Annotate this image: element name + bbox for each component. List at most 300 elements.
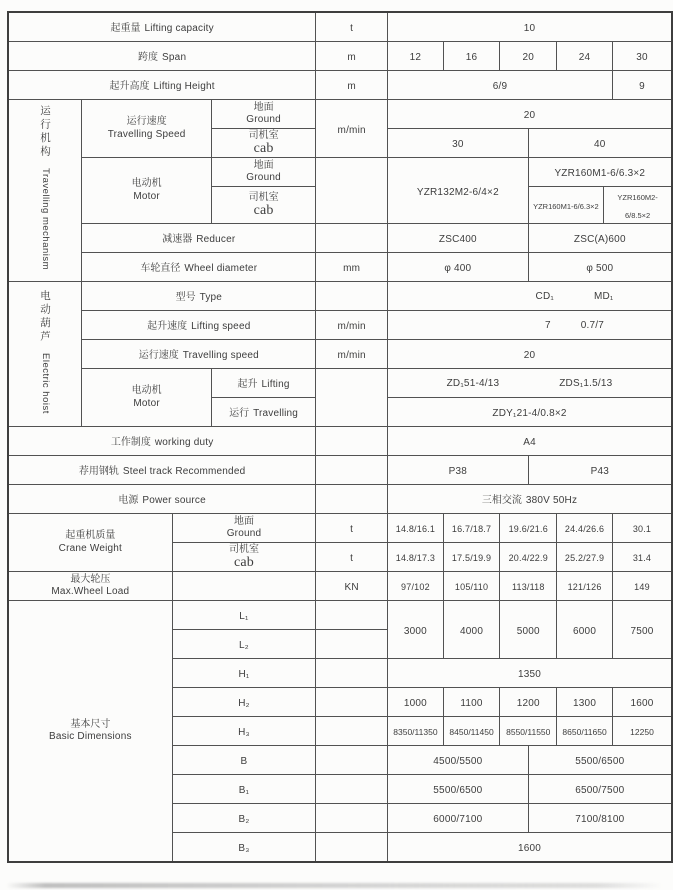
value-wheel-diameter-left	[388, 253, 529, 282]
value-text: 30	[452, 139, 464, 150]
value-travel-motor-cab-1	[528, 187, 604, 224]
bilingual-label	[389, 490, 670, 508]
sublabel-h1	[172, 659, 316, 688]
label-lifting-height	[8, 71, 316, 100]
value-cw-ground-30	[612, 514, 672, 543]
label-crane-weight	[8, 514, 172, 572]
unit-text: m/min	[337, 350, 366, 361]
label-en: Travelling	[253, 408, 299, 419]
value-wheel-diameter-right	[528, 253, 672, 282]
bilingual-label	[10, 574, 171, 599]
value-pair	[434, 291, 672, 302]
label-zh: 运行速度	[126, 116, 167, 127]
value-mwl-30	[612, 572, 672, 601]
label-en: Span	[162, 52, 187, 63]
value-text: 105/110	[454, 582, 489, 592]
unit-cell-empty	[316, 833, 388, 863]
value-cw-cab-16	[443, 543, 500, 572]
value-h2-30	[612, 688, 672, 717]
label-zh: 跨度	[138, 52, 159, 63]
value-travel-motor-cab-2	[604, 187, 672, 224]
label-en: Ground	[246, 114, 281, 125]
label-zh: 电动葫芦	[38, 289, 51, 344]
value-text: 7	[545, 319, 551, 331]
value-text: ZD₁51-4/13	[446, 377, 500, 389]
label-en: Motor	[133, 397, 160, 409]
label-en: Max.Wheel Load	[51, 586, 130, 597]
value-text: 6/9	[492, 81, 508, 92]
label-en: Wheel diameter	[184, 263, 258, 274]
label-en: cab	[253, 141, 274, 157]
value-reducer-left	[388, 224, 529, 253]
crane-specification-table	[7, 11, 673, 863]
bilingual-label	[10, 432, 314, 450]
label-zh: 车轮直径	[140, 263, 181, 274]
value-working-duty	[388, 427, 672, 456]
sublabel-ground	[172, 514, 316, 543]
unit-lifting-capacity	[316, 12, 388, 42]
value-text: 6000	[573, 625, 597, 637]
bilingual-label	[213, 403, 314, 421]
value-h3-16	[443, 717, 500, 746]
label-en: Ground	[246, 172, 281, 183]
value-text: 1600	[518, 843, 542, 854]
value-text: 1300	[573, 698, 597, 709]
sublabel-cab	[172, 543, 316, 572]
value-travel-motor-ground-right	[528, 158, 672, 187]
unit-text: t	[350, 23, 354, 34]
label-travelling-speed	[82, 100, 212, 158]
value-span-24	[557, 42, 613, 71]
value-text: L₂	[239, 640, 249, 651]
value-span-12	[388, 42, 444, 71]
value-text: 8450/11450	[449, 727, 494, 737]
value-text: 14.8/17.3	[395, 553, 436, 563]
sublabel-b1	[172, 775, 316, 804]
label-zh: 运行	[229, 408, 250, 419]
value-cw-cab-30	[612, 543, 672, 572]
value-h3-20	[500, 717, 557, 746]
value-text: 7100/8100	[575, 814, 625, 825]
label-zh: 地面	[233, 515, 254, 527]
label-en: Lifting	[261, 379, 290, 390]
label-en: Steel track Recommended	[122, 466, 246, 477]
unit-text: m/min	[337, 321, 366, 332]
value-text: CD₁	[535, 290, 554, 302]
bilingual-label	[83, 178, 210, 203]
label-steel-track	[8, 456, 316, 485]
unit-cell-empty	[316, 775, 388, 804]
value-cw-cab-12	[388, 543, 444, 572]
label-zh: 司机室	[248, 129, 279, 141]
label-zh: 起升	[237, 379, 258, 390]
value-text: ZDY₁21-4/0.8×2	[492, 408, 567, 419]
value-l-30	[612, 601, 672, 659]
value-text: 149	[634, 582, 650, 592]
bilingual-label	[213, 160, 314, 185]
label-en: Motor	[133, 190, 160, 202]
scan-smudge-artifact	[6, 883, 663, 888]
label-en: cab	[233, 555, 254, 571]
label-hoist-travelling-speed	[82, 340, 316, 369]
label-zh: 运行速度	[138, 350, 179, 361]
value-text: 20.4/22.9	[508, 553, 548, 563]
value-lifting-capacity	[388, 12, 672, 42]
value-text: 4000	[460, 625, 484, 637]
value-cw-cab-24	[557, 543, 613, 572]
value-l-24	[557, 601, 613, 659]
bilingual-label	[83, 258, 314, 276]
sublabel-l2	[172, 630, 316, 659]
value-b-right	[528, 746, 672, 775]
label-en: Crane Weight	[58, 542, 123, 554]
value-text: YZR160M1-6/6.3×2	[554, 168, 646, 179]
value-hoist-motor-travelling	[388, 398, 672, 427]
bilingual-label	[83, 116, 210, 141]
label-zh: 荐用钢轨	[78, 466, 119, 477]
label-zh: 电源	[118, 495, 139, 506]
value-reducer-right	[528, 224, 672, 253]
value-text: 20	[522, 52, 535, 63]
value-text: 25.2/27.9	[564, 553, 605, 563]
value-text: 8550/11550	[506, 727, 551, 737]
value-text: 24	[578, 52, 591, 63]
value-cw-ground-16	[443, 514, 500, 543]
value-text: 20	[523, 110, 536, 121]
value-b2-left	[388, 804, 529, 833]
bilingual-label	[10, 719, 171, 744]
value-lifting-speed	[388, 311, 672, 340]
value-text: 1600	[630, 698, 654, 709]
value-cw-ground-24	[557, 514, 613, 543]
sublabel-ground	[211, 100, 315, 129]
value-text: 1000	[403, 698, 427, 709]
value-text: 17.5/19.9	[451, 553, 492, 563]
bilingual-label	[83, 287, 314, 305]
unit-text: m/min	[337, 124, 366, 136]
label-basic-dimensions	[8, 601, 172, 863]
label-reducer	[82, 224, 316, 253]
unit-lifting-height	[316, 71, 388, 100]
value-text: 5500/6500	[433, 785, 483, 796]
value-lifting-height-30m	[612, 71, 672, 100]
value-text: 30	[636, 52, 648, 63]
label-zh: 运行机构	[38, 105, 51, 160]
unit-lifting-speed	[316, 311, 388, 340]
value-text: ZDS₁1.5/13	[559, 377, 613, 389]
value-text: MD₁	[593, 290, 614, 302]
value-h2-12	[388, 688, 444, 717]
value-text: 6500/7500	[575, 785, 625, 796]
value-span-20	[500, 42, 557, 71]
label-lifting-capacity	[8, 12, 316, 42]
value-mwl-16	[443, 572, 500, 601]
value-text: 16	[465, 52, 478, 63]
value-text: 24.4/26.6	[564, 524, 605, 534]
unit-cell-empty	[316, 282, 388, 311]
value-text: YZR160M2-6/8.5×2	[617, 193, 658, 220]
label-wheel-diameter	[82, 253, 316, 282]
value-travelling-speed-cab-left	[388, 129, 529, 158]
label-zh: 起重机质量	[65, 530, 116, 541]
value-pair	[434, 320, 672, 331]
value-text: φ 500	[586, 263, 614, 274]
value-text: 1100	[460, 698, 483, 709]
label-power-source	[8, 485, 316, 514]
value-cw-ground-20	[500, 514, 557, 543]
sublabel-b3	[172, 833, 316, 863]
value-h2-20	[500, 688, 557, 717]
label-travel-motor	[82, 158, 212, 224]
value-steel-track-right	[528, 456, 672, 485]
label-en: Lifting capacity	[144, 23, 214, 34]
label-en: Ground	[226, 528, 262, 539]
unit-cell-empty	[316, 456, 388, 485]
bilingual-label	[10, 18, 314, 36]
section-electric-hoist	[8, 282, 82, 427]
bilingual-label	[213, 374, 314, 392]
label-en: Lifting speed	[191, 321, 251, 332]
value-mwl-20	[500, 572, 557, 601]
value-h2-24	[557, 688, 613, 717]
value-text: B₃	[238, 843, 250, 854]
value-h3-30	[612, 717, 672, 746]
value-text: 8350/11350	[393, 727, 438, 737]
unit-cell-empty	[316, 427, 388, 456]
unit-cell-empty	[316, 804, 388, 833]
label-en: Power source	[142, 495, 206, 506]
value-mwl-12	[388, 572, 444, 601]
value-b1-left	[388, 775, 529, 804]
value-text: 30.1	[632, 524, 652, 534]
value-text: 5500/6500	[575, 756, 625, 767]
label-en: working duty	[154, 437, 214, 448]
unit-max-wheel-load	[316, 572, 388, 601]
value-text: YZR160M1-6/6.3×2	[533, 202, 599, 211]
unit-span	[316, 42, 388, 71]
value-text: 0.7/7	[580, 319, 605, 331]
sublabel-b	[172, 746, 316, 775]
unit-hoist-travelling-speed	[316, 340, 388, 369]
label-zh: 司机室	[248, 191, 279, 203]
section-travelling-mechanism	[8, 100, 82, 282]
value-cw-cab-20	[500, 543, 557, 572]
bilingual-label	[83, 316, 314, 334]
bilingual-label	[10, 47, 314, 65]
label-zh: 起升高度	[109, 81, 150, 92]
bilingual-label	[213, 192, 314, 219]
label-span	[8, 42, 316, 71]
label-zh: 型号	[175, 292, 196, 303]
label-en: cab	[253, 203, 274, 219]
bilingual-label	[36, 105, 54, 270]
bilingual-label	[10, 530, 171, 555]
bilingual-label	[83, 229, 314, 247]
value-cw-ground-12	[388, 514, 444, 543]
bilingual-label	[174, 516, 315, 541]
value-hoist-motor-lifting	[388, 369, 672, 398]
label-en: Reducer	[196, 234, 236, 245]
unit-text: m	[347, 52, 356, 63]
bilingual-label	[83, 345, 314, 363]
value-text: 97/102	[401, 582, 430, 592]
label-type	[82, 282, 316, 311]
unit-cell-empty	[316, 659, 388, 688]
label-zh: 基本尺寸	[70, 718, 111, 730]
value-text: 20	[523, 350, 536, 361]
value-text: B	[240, 756, 248, 767]
bilingual-label	[174, 544, 315, 571]
value-text: 31.4	[632, 553, 652, 563]
value-text: φ 400	[444, 263, 472, 274]
value-text: 19.6/21.6	[508, 524, 548, 534]
label-en: Travelling mechanism	[39, 168, 51, 271]
value-h2-16	[443, 688, 500, 717]
label-zh: 地面	[253, 101, 274, 113]
unit-cell-empty	[316, 485, 388, 514]
label-zh: 电动机	[131, 178, 162, 189]
label-en: Electric hoist	[39, 352, 51, 414]
unit-text: KN	[344, 582, 359, 593]
value-text: B₁	[238, 785, 250, 796]
label-zh: 工作制度	[110, 437, 151, 448]
sublabel-h3	[172, 717, 316, 746]
value-text: H₁	[238, 669, 250, 680]
value-text: 5000	[516, 625, 540, 637]
unit-cell-empty	[316, 688, 388, 717]
sublabel-cab	[211, 129, 315, 158]
unit-text: t	[350, 553, 354, 564]
value-travelling-speed-ground	[388, 100, 672, 129]
unit-cell-empty	[316, 224, 388, 253]
value-lifting-height	[388, 71, 613, 100]
label-en: 380V 50Hz	[525, 495, 578, 506]
label-lifting-speed	[82, 311, 316, 340]
unit-crane-weight-cab	[316, 543, 388, 572]
value-text: 10	[523, 23, 536, 34]
value-h1	[388, 659, 672, 688]
value-span-16	[443, 42, 500, 71]
value-l-16	[443, 601, 500, 659]
sublabel-hoist-lifting	[211, 369, 315, 398]
value-text: 40	[594, 139, 606, 150]
label-en: Type	[199, 292, 223, 303]
value-text: 1350	[518, 669, 542, 680]
spec-table-body	[8, 12, 672, 862]
label-zh: 地面	[253, 159, 274, 171]
label-en: Lifting Height	[153, 81, 215, 92]
value-l-20	[500, 601, 557, 659]
value-text: B₂	[238, 814, 250, 825]
unit-cell-empty	[316, 746, 388, 775]
unit-travelling-speed	[316, 100, 388, 158]
unit-text: mm	[343, 263, 361, 274]
sublabel-l1	[172, 601, 316, 630]
value-text: 113/118	[511, 582, 545, 592]
value-type	[388, 282, 672, 311]
label-en: Travelling speed	[182, 350, 259, 361]
unit-cell-empty	[316, 630, 388, 659]
value-b1-right	[528, 775, 672, 804]
sublabel-empty	[172, 572, 316, 601]
value-power-source	[388, 485, 672, 514]
bilingual-label	[10, 461, 314, 479]
value-text: L₁	[239, 611, 249, 622]
label-zh: 最大轮压	[70, 573, 111, 585]
bilingual-label	[213, 130, 314, 157]
value-text: H₃	[238, 727, 250, 738]
value-travelling-speed-cab-right	[528, 129, 672, 158]
value-h3-24	[557, 717, 613, 746]
value-l-12	[388, 601, 444, 659]
value-travel-motor-left	[388, 158, 529, 224]
value-pair	[389, 378, 670, 389]
value-text: 3000	[403, 625, 427, 637]
value-text: 6000/7100	[433, 814, 483, 825]
label-zh: 司机室	[228, 543, 259, 555]
value-b2-right	[528, 804, 672, 833]
unit-crane-weight-ground	[316, 514, 388, 543]
value-text: P43	[590, 466, 610, 477]
label-en: Basic Dimensions	[48, 731, 132, 742]
bilingual-label	[36, 290, 54, 414]
sublabel-cab	[211, 187, 315, 224]
sublabel-h2	[172, 688, 316, 717]
bilingual-label	[10, 490, 314, 508]
unit-text: m	[347, 81, 356, 92]
unit-cell-empty	[316, 369, 388, 427]
label-zh: 起升速度	[147, 321, 188, 332]
value-text: 8650/11650	[562, 727, 607, 737]
label-zh: 电动机	[131, 385, 162, 396]
bilingual-label	[83, 385, 210, 410]
value-b3	[388, 833, 672, 863]
label-en: Travelling Speed	[107, 128, 186, 140]
label-zh: 三相交流	[481, 495, 522, 506]
label-zh: 起重量	[110, 23, 141, 34]
value-text: P38	[448, 466, 468, 477]
value-text: 14.8/16.1	[395, 524, 436, 534]
unit-cell-empty	[316, 158, 388, 224]
bilingual-label	[10, 76, 314, 94]
value-span-30	[612, 42, 672, 71]
value-text: 7500	[630, 625, 654, 637]
value-text: 12	[409, 52, 422, 63]
value-text: 121/126	[567, 582, 602, 592]
value-text: A4	[523, 437, 536, 448]
bilingual-label	[213, 102, 314, 127]
label-hoist-motor	[82, 369, 212, 427]
value-text: ZSC(A)600	[573, 234, 626, 245]
value-text: 9	[639, 81, 645, 92]
value-steel-track-left	[388, 456, 529, 485]
value-b-left	[388, 746, 529, 775]
value-text: 1200	[516, 698, 540, 709]
unit-cell-empty	[316, 717, 388, 746]
value-text: H₂	[238, 698, 250, 709]
unit-text: t	[350, 524, 354, 535]
value-text: YZR132M2-6/4×2	[416, 186, 499, 198]
label-max-wheel-load	[8, 572, 172, 601]
value-text: 12250	[630, 727, 654, 737]
value-mwl-24	[557, 572, 613, 601]
value-text: ZSC400	[438, 234, 477, 245]
label-zh: 减速器	[162, 234, 193, 245]
label-working-duty	[8, 427, 316, 456]
value-text: 16.7/18.7	[451, 524, 492, 534]
unit-wheel-diameter	[316, 253, 388, 282]
value-hoist-travelling-speed	[388, 340, 672, 369]
